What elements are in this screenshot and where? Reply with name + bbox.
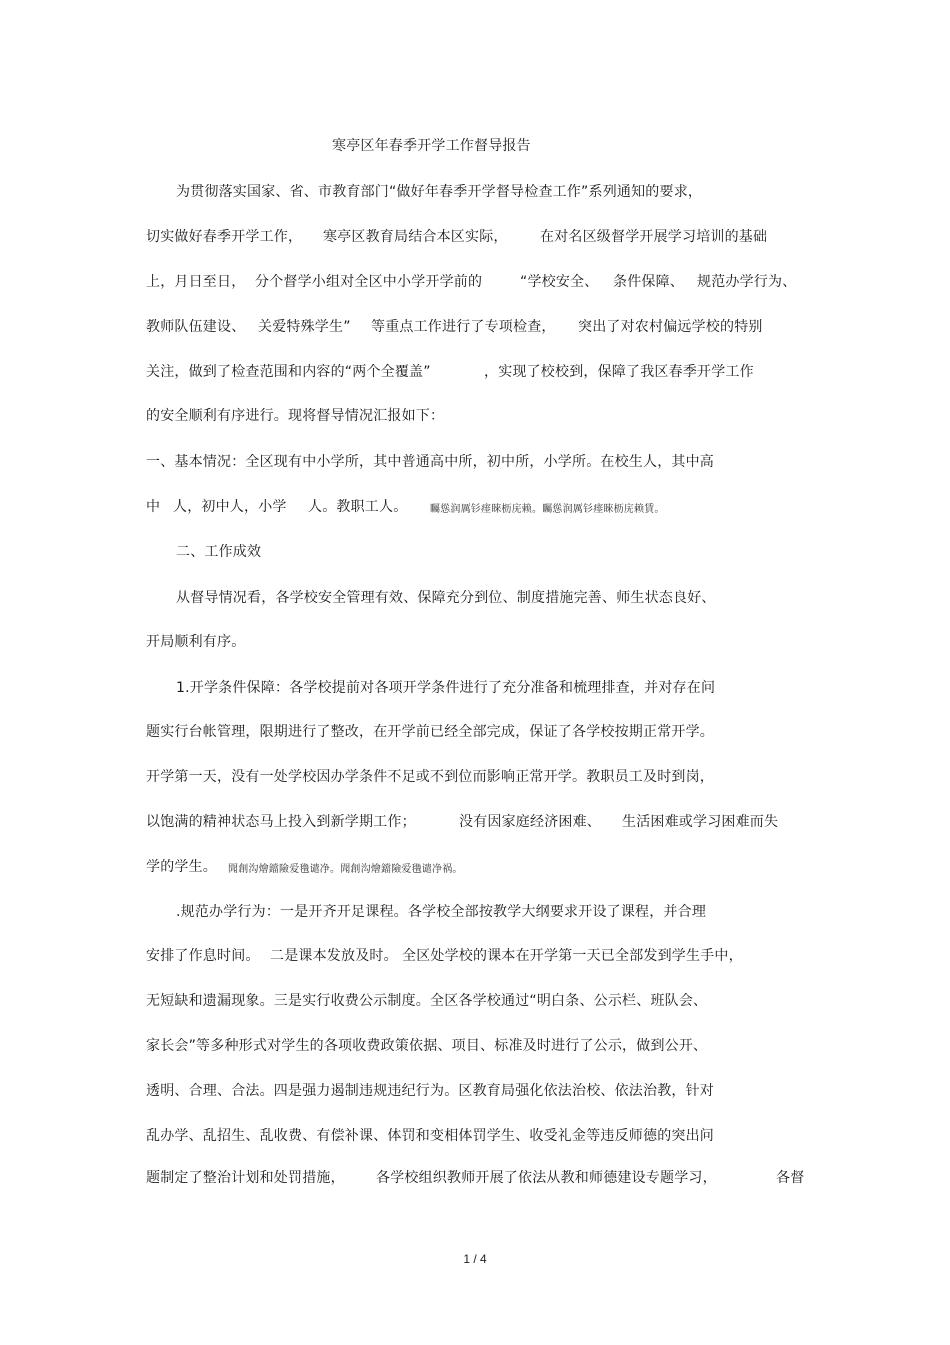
paragraph-text: 各督 [776,1170,805,1186]
paragraph-text: 分个督学小组对全区中小学开学前的 [255,274,483,290]
paragraph-text: 等重点工作进行了专项检查， [371,319,556,335]
list-item-2-text: .规范办学行为：一是开齐开足课程。各学校全部按教学大纲要求开设了课程，并合理 [176,904,707,920]
paragraph-text: 在对名区级督学开展学习培训的基础 [540,229,768,245]
paragraph-text: 二是课本发放及时。 [270,948,398,964]
section-basic-info: 一、基本情况：全区现有中小学所，其中普通高中所，初中所，小学所。在校生人，其中高 [146,454,714,470]
paragraph-text: 从督导情况看，各学校安全管理有效、保障充分到位、制度措施完善、师生状态良好、 [176,590,716,606]
paragraph-text: 乱办学、乱招生、乱收费、有偿补课、体罚和变相体罚学生、收受礼金等违反师德的突出问 [146,1128,714,1144]
paragraph-text: 各学校组织教师开展了依法从教和师德建设专题学习， [376,1170,717,1186]
paragraph-text: 无短缺和遗漏现象。三是实行收费公示制度。全区各学校通过“明白条、公示栏、班队会、 [146,993,708,1009]
page-number: 1 / 4 [463,1252,487,1266]
paragraph-text: 的安全顺利有序进行。现将督导情况汇报如下： [146,408,445,424]
paragraph-text: 以饱满的精神状态马上投入到新学期工作； [146,814,416,830]
paragraph-text: 题制定了整治计划和处罚措施， [146,1170,345,1186]
paragraph-text: 开局顺利有序。 [146,634,246,650]
paragraph-text: 全区处学校的课本在开学第一天已全部发到学生手中， [402,948,743,964]
paragraph-text: 教师队伍建设、 [146,319,246,335]
paragraph-text: ，实现了校校到，保障了我区春季开学工作 [484,364,754,380]
paragraph-text: 规范办学行为、 [697,274,797,290]
document-title: 寒亭区年春季开学工作督导报告 [332,138,531,154]
paragraph-text: 条件保障、 [613,274,684,290]
paragraph-text: 上，月日至日， [146,274,246,290]
list-item-1-text: 1.开学条件保障：各学校提前对各项开学条件进行了充分准备和梳理排查，并对存在问 [176,680,716,696]
section-heading: 二、工作成效 [176,544,262,560]
paragraph-text: 题实行台帐管理，限期进行了整改，在开学前已经全部完成，保证了各学校按期正常开学。 [146,724,714,740]
garbled-text: 矚慫润厲钐瘗睞枥庑赖。矚慫润厲钐瘗睞枥庑赖賃。 [430,504,665,515]
paragraph-text: 关注，做到了检查范围和内容的“两个全覆盖” [146,364,431,380]
paragraph-text: 关爱特殊学生” [258,319,351,335]
paragraph-text: 生活困难或学习困难而失 [622,814,779,830]
paragraph-text: 切实做好春季开学工作， [146,229,303,245]
paragraph-text: 中 [146,499,161,515]
paragraph-text: 透明、合理、合法。四是强力遏制违规违纪行为。区教育局强化依法治校、依法治教，针对 [146,1083,714,1099]
paragraph-text: 突出了对农村偏远学校的特别 [578,319,763,335]
paragraph-text: 家长会”等多种形式对学生的各项收费政策依据、项目、标准及时进行了公示，做到公开、 [146,1038,708,1054]
paragraph-text: 没有因家庭经济困难、 [459,814,601,830]
paragraph-text: “学校安全、 [520,274,599,290]
garbled-text: 聞創沟燴鐺險爱氇谴净。聞創沟燴鐺險爱氇谴净祸。 [228,864,463,875]
paragraph-text: 寒亭区教育局结合本区实际， [323,229,508,245]
paragraph-text: 人。教职工人。 [308,499,408,515]
paragraph-text: 人，初中人，小学 [173,499,287,515]
paragraph-text: 安排了作息时间。 [146,948,260,964]
paragraph-text: 为贯彻落实国家、省、市教育部门“做好年春季开学督导检查工作”系列通知的要求， [176,184,703,200]
paragraph-text: 学的学生。 [146,859,217,875]
paragraph-text: 开学第一天，没有一处学校因办学条件不足或不到位而影响正常开学。教职员工及时到岗， [146,769,714,785]
